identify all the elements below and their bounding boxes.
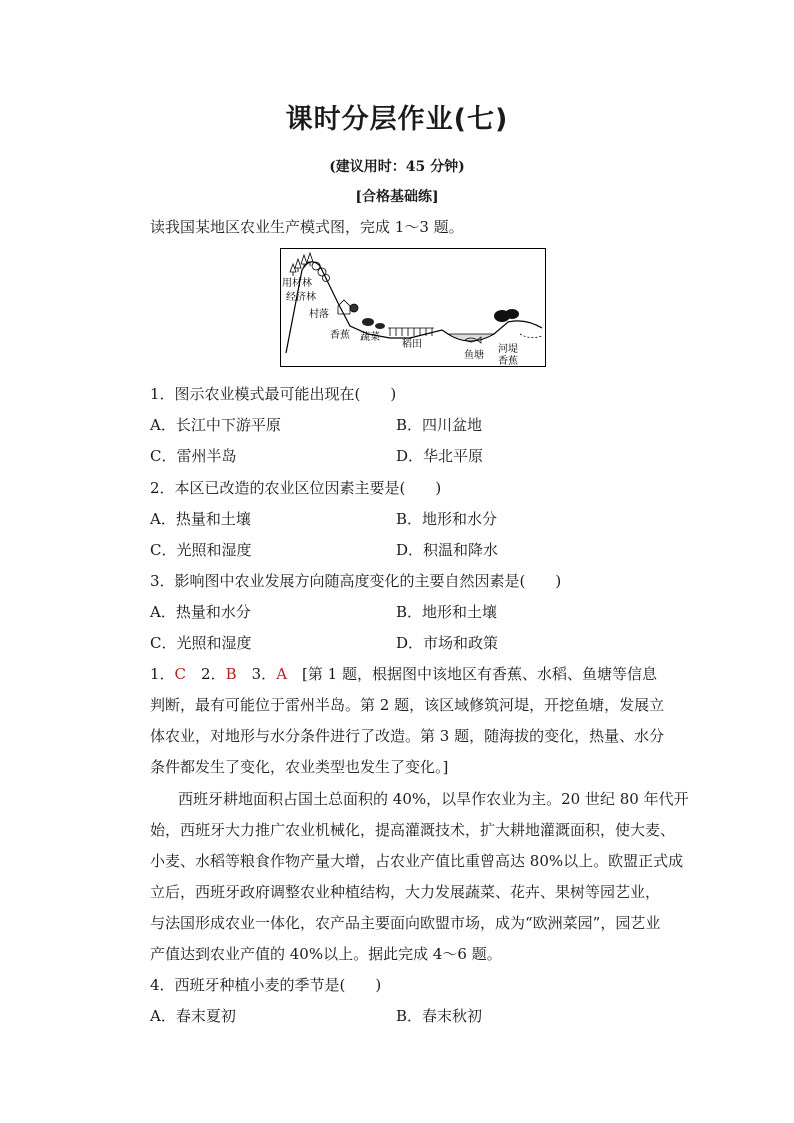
passage-line-4: 立后，西班牙政府调整农业种植结构，大力发展蔬菜、花卉、果树等园艺业， bbox=[150, 883, 661, 901]
question-1-stem: 1．图示农业模式最可能出现在( ) bbox=[150, 385, 397, 403]
question-4-option-b[interactable]: B．春末秋初 bbox=[396, 1007, 483, 1025]
page-title: 课时分层作业(七) bbox=[285, 104, 509, 135]
label-fish-pond: 鱼塘 bbox=[464, 350, 484, 361]
passage-line-3: 小麦、水稻等粮食作物产量大增，占农业产值比重曾高达 80%以上。欧盟正式成 bbox=[150, 852, 684, 870]
answer-1: C bbox=[174, 665, 187, 683]
time-note: (建议用时：45 分钟) bbox=[329, 159, 465, 175]
answer-explanation-line-2: 判断，最有可能位于雷州半岛。第 2 题，该区域修筑河堤，开挖鱼塘，发展立 bbox=[150, 696, 665, 714]
question-3-stem: 3．影响图中农业发展方向随高度变化的主要自然因素是( ) bbox=[150, 572, 562, 590]
label-timber-forest: 用材林 bbox=[282, 278, 312, 289]
label-economic-forest: 经济林 bbox=[286, 292, 316, 303]
section-heading: [合格基础练] bbox=[355, 189, 439, 205]
answer-explanation-line-1: [第 1 题，根据图中该地区有香蕉、水稻、鱼塘等信息 bbox=[302, 665, 657, 683]
question-2-option-c[interactable]: C．光照和湿度 bbox=[150, 541, 252, 559]
passage-line-2: 始，西班牙大力推广农业机械化，提高灌溉技术，扩大耕地灌溉面积，使大麦、 bbox=[150, 821, 676, 839]
question-4-option-a[interactable]: A．春末夏初 bbox=[150, 1007, 236, 1025]
question-3-option-d[interactable]: D．市场和政策 bbox=[396, 634, 499, 652]
passage-line-6: 产值达到农业产值的 40%以上。据此完成 4～6 题。 bbox=[150, 945, 502, 963]
label-river-bank: 河堤 bbox=[498, 344, 518, 355]
question-1-option-a[interactable]: A．长江中下游平原 bbox=[150, 416, 281, 434]
label-banana-2: 香蕉 bbox=[498, 356, 518, 367]
agriculture-model-figure bbox=[280, 248, 546, 367]
question-2-option-d[interactable]: D．积温和降水 bbox=[396, 541, 499, 559]
question-3-option-a[interactable]: A．热量和水分 bbox=[150, 603, 251, 621]
passage-line-5: 与法国形成农业一体化，农产品主要面向欧盟市场，成为“欧洲菜园”，园艺业 bbox=[150, 914, 661, 932]
intro-text: 读我国某地区农业生产模式图，完成 1～3 题。 bbox=[150, 218, 464, 236]
question-2-option-b[interactable]: B．地形和水分 bbox=[396, 510, 498, 528]
question-2-stem: 2．本区已改造的农业区位因素主要是( ) bbox=[150, 479, 442, 497]
answer-2-number: 2． bbox=[201, 665, 226, 683]
passage-line-1: 西班牙耕地面积占国土总面积的 40%，以旱作农业为主。20 世纪 80 年代开 bbox=[178, 790, 689, 808]
question-4-stem: 4．西班牙种植小麦的季节是( ) bbox=[150, 976, 382, 994]
answer-1-number: 1． bbox=[150, 665, 175, 683]
label-banana: 香蕉 bbox=[330, 330, 350, 341]
question-1-option-b[interactable]: B．四川盆地 bbox=[396, 416, 483, 434]
label-paddy: 稻田 bbox=[402, 339, 422, 350]
question-2-option-a[interactable]: A．热量和土壤 bbox=[150, 510, 251, 528]
question-3-option-b[interactable]: B．地形和土壤 bbox=[396, 603, 498, 621]
answer-2: B bbox=[225, 665, 237, 683]
label-vegetables: 蔬菜 bbox=[360, 332, 380, 343]
question-3-option-c[interactable]: C．光照和湿度 bbox=[150, 634, 252, 652]
answer-explanation-line-4: 条件都发生了变化，农业类型也发生了变化。] bbox=[150, 758, 449, 776]
label-village: 村落 bbox=[309, 309, 329, 320]
question-1-option-d[interactable]: D．华北平原 bbox=[396, 447, 484, 465]
answer-key-line-1 bbox=[150, 663, 657, 684]
question-1-option-c[interactable]: C．雷州半岛 bbox=[150, 447, 237, 465]
answer-3-number: 3． bbox=[251, 665, 277, 683]
answer-3: A bbox=[276, 665, 288, 683]
answer-explanation-line-3: 体农业，对地形与水分条件进行了改造。第 3 题，随海拔的变化，热量、水分 bbox=[150, 727, 665, 745]
